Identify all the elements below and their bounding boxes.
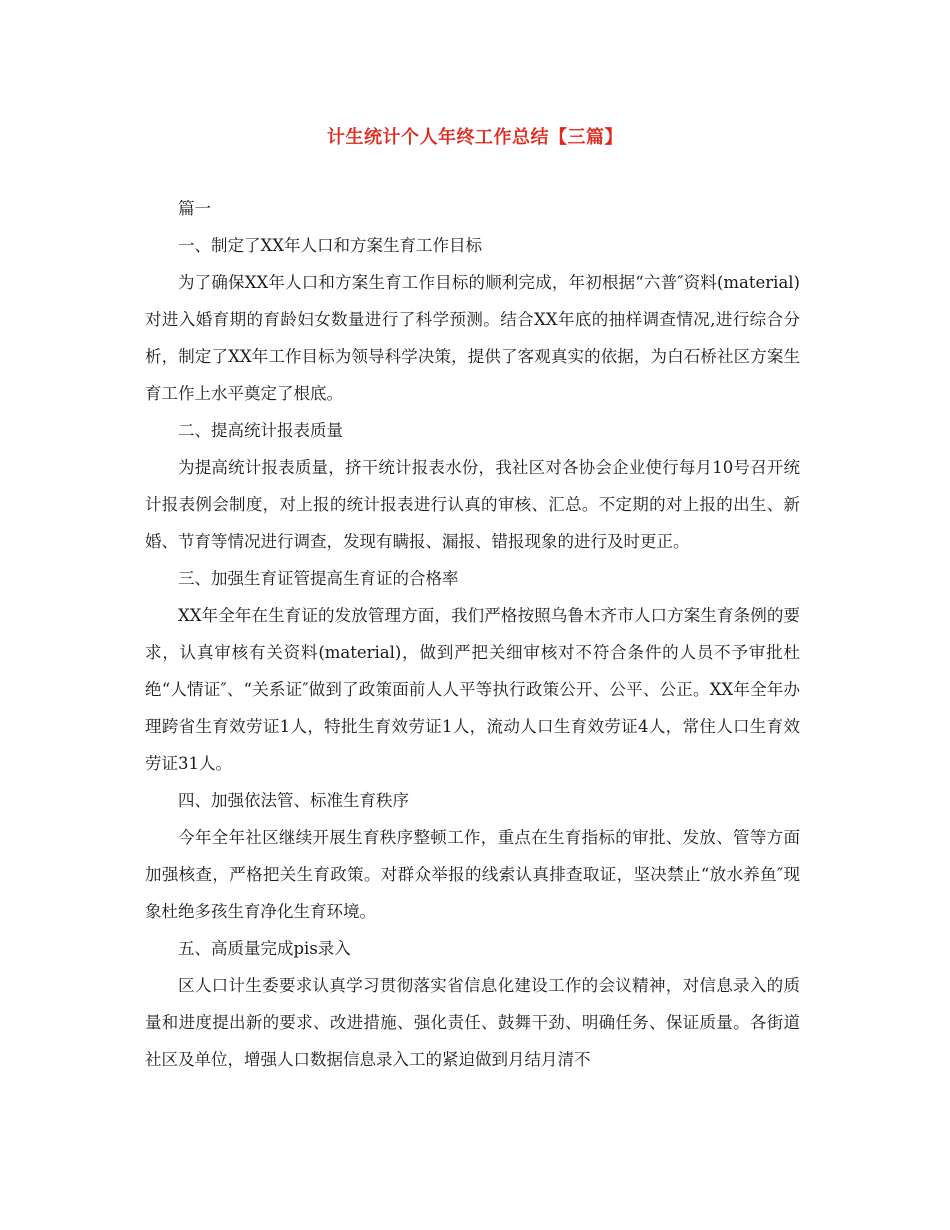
heading-section-1: 一、制定了XX年人口和方案生育工作目标 <box>178 236 482 255</box>
heading-section-3: 三、加强生育证管提高生育证的合格率 <box>178 569 459 588</box>
body-paragraph-1: 为了确保XX年人口和方案生育工作目标的顺利完成，年初根据“六普″资料(material)对进入婚育期的育龄妇女数量进行了科学预测。结合XX年底的抽样调查情况,进行综合分析，制定了XX年工作目标为领导科学决策，提供了客观真实的依据，为白石桥社区方案生育工作上水平奠定了根底。 <box>145 273 800 403</box>
document-title: 计生统计个人年终工作总结【三篇】 <box>327 127 623 148</box>
section-heading-part-one: 篇一 <box>178 199 211 218</box>
body-paragraph-2: 为提高统计报表质量，挤干统计报表水份，我社区对各协会企业使行每月10号召开统计报表例会制度，对上报的统计报表进行认真的审核、汇总。不定期的对上报的出生、新婚、节育等情况进行调查，发现有瞒报、漏报、错报现象的进行及时更正。 <box>145 458 800 551</box>
body-paragraph-5: 区人口计生委要求认真学习贯彻落实省信息化建设工作的会议精神，对信息录入的质量和进度提出新的要求、改进措施、强化责任、鼓舞干劲、明确任务、保证质量。各街道社区及单位，增强人口数据信息录入工的紧迫做到月结月清不 <box>145 976 800 1069</box>
body-paragraph-3: XX年全年在生育证的发放管理方面，我们严格按照乌鲁木齐市人口方案生育条例的要求，认真审核有关资料(material)，做到严把关细审核对不符合条件的人员不予审批杜绝“人情证″、“关系证″做到了政策面前人人平等执行政策公开、公平、公正。XX年全年办理跨省生育效劳证1人，特批生育效劳证1人，流动人口生育效劳证4人，常住人口生育效劳证31人。 <box>145 606 800 773</box>
heading-section-4: 四、加强依法管、标准生育秩序 <box>178 791 409 810</box>
body-paragraph-4: 今年全年社区继续开展生育秩序整顿工作，重点在生育指标的审批、发放、管等方面加强核查，严格把关生育政策。对群众举报的线索认真排查取证，坚决禁止“放水养鱼″现象杜绝多孩生育净化生育环境。 <box>145 828 800 921</box>
document-body <box>145 190 800 1078</box>
heading-section-5: 五、高质量完成pis录入 <box>178 939 351 958</box>
heading-section-2: 二、提高统计报表质量 <box>178 421 343 440</box>
